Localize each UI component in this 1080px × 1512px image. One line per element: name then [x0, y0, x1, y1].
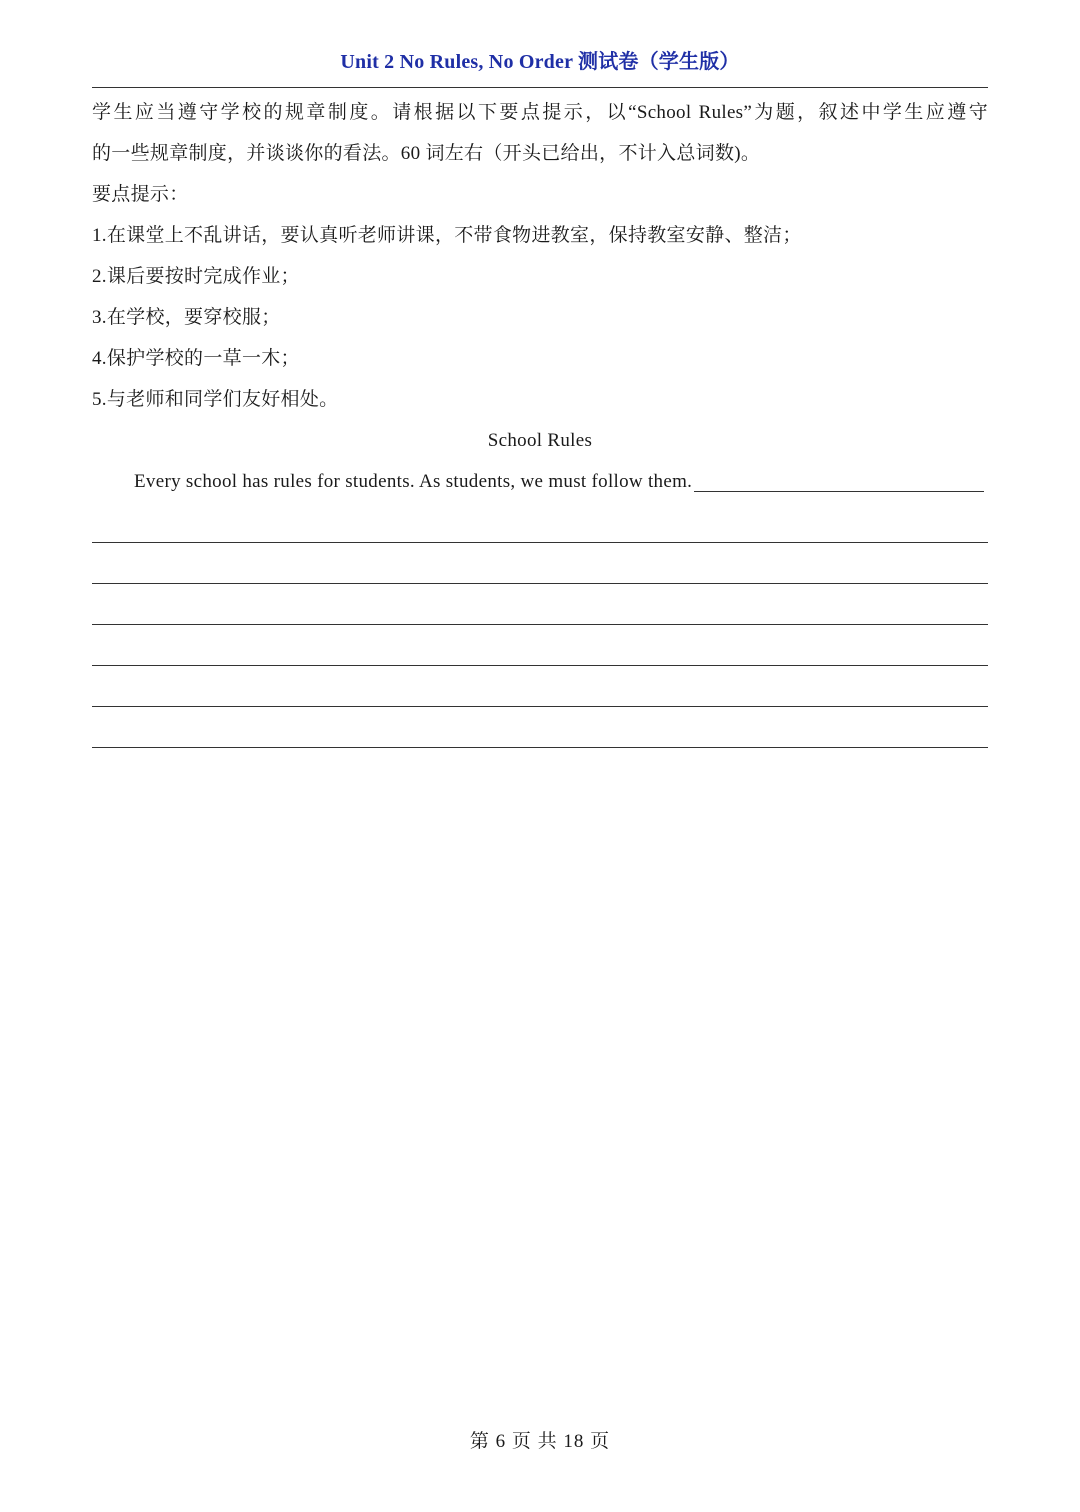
- essay-title: School Rules: [487, 430, 593, 451]
- hint-point-2: 2.课后要按时完成作业；: [92, 266, 300, 287]
- writing-line[interactable]: [92, 707, 988, 748]
- essay-opening-line: [92, 461, 988, 502]
- writing-line[interactable]: [92, 584, 988, 625]
- writing-line[interactable]: [92, 502, 988, 543]
- prompt-line-1: 学生应当遵守学校的规章制度。请根据以下要点提示，以“School Rules”为题，叙述中学生应遵守: [92, 102, 988, 123]
- writing-line[interactable]: [92, 543, 988, 584]
- hint-point-4: 4.保护学校的一草一木；: [92, 348, 300, 369]
- page-header: [92, 44, 988, 88]
- writing-blank-inline[interactable]: [694, 467, 984, 492]
- hints-label: 要点提示：: [92, 184, 189, 205]
- hint-point-1: 1.在课堂上不乱讲话，要认真听老师讲课，不带食物进教室，保持教室安静、整洁；: [92, 225, 802, 246]
- header-title: Unit 2 No Rules, No Order 测试卷（学生版）: [340, 51, 740, 73]
- hint-point-5: 5.与老师和同学们友好相处。: [92, 389, 339, 410]
- writing-line[interactable]: [92, 625, 988, 666]
- page-number: 第 6 页 共 18 页: [469, 1431, 611, 1452]
- document-body: [92, 92, 988, 748]
- writing-line[interactable]: [92, 666, 988, 707]
- essay-opening-text: Every school has rules for students. As students, we must follow them.: [134, 471, 693, 492]
- prompt-line-2: 的一些规章制度，并谈谈你的看法。60 词左右（开头已给出，不计入总词数)。: [92, 143, 761, 164]
- hint-point-3: 3.在学校，要穿校服；: [92, 307, 281, 328]
